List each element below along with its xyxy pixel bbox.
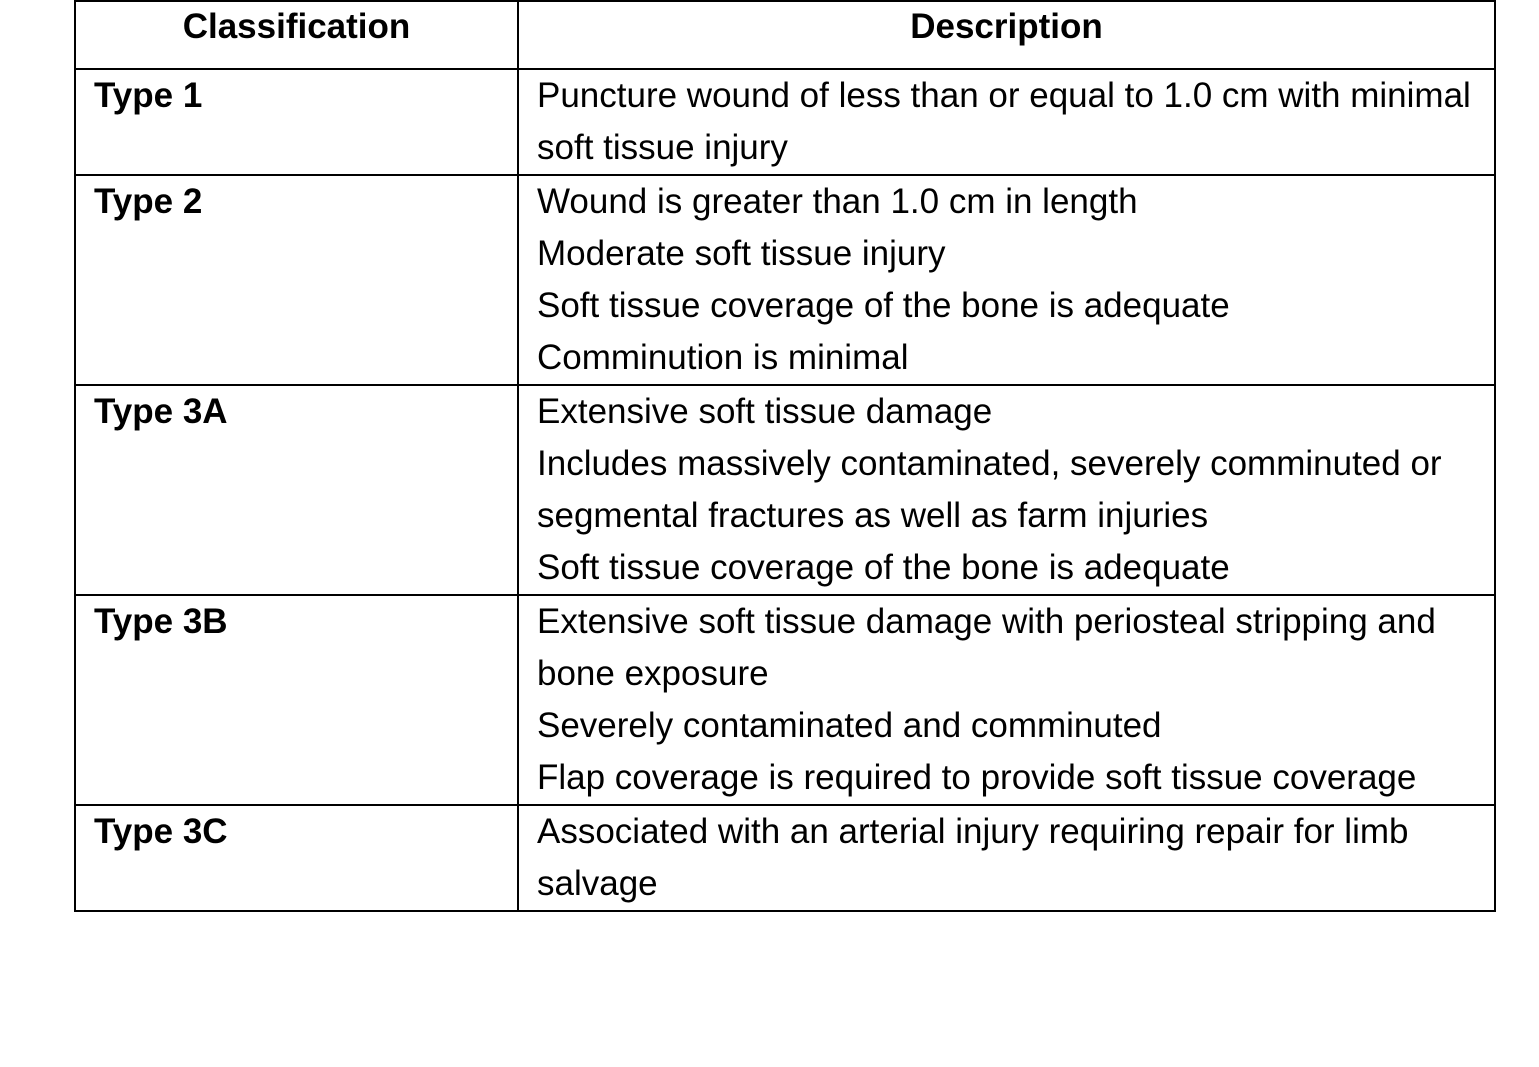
description-cell [518, 175, 1495, 385]
description-line: Flap coverage is required to provide soft tissue coverage [537, 758, 1417, 797]
header-description: Description [518, 1, 1495, 69]
type-cell: Type 2 [75, 175, 518, 385]
table-row-type-3c [75, 805, 1495, 911]
description-line: Moderate soft tissue injury [537, 234, 946, 273]
table-row-type-2 [75, 175, 1495, 385]
table-row-type-3a [75, 385, 1495, 595]
type-cell: Type 1 [75, 69, 518, 175]
description-line: Severely contaminated and comminuted [537, 706, 1162, 745]
header-classification: Classification [75, 1, 518, 69]
table-row-type-1 [75, 69, 1495, 175]
description-cell [518, 805, 1495, 911]
table-header-row [75, 1, 1495, 69]
description-line: Puncture wound of less than or equal to 1.0 cm with minimal soft tissue injury [537, 76, 1471, 167]
description-line: Soft tissue coverage of the bone is adequate [537, 286, 1230, 325]
description-line: Extensive soft tissue damage [537, 392, 993, 431]
classification-table [74, 0, 1496, 912]
type-cell: Type 3C [75, 805, 518, 911]
description-cell [518, 595, 1495, 805]
description-cell [518, 69, 1495, 175]
type-cell: Type 3B [75, 595, 518, 805]
type-cell: Type 3A [75, 385, 518, 595]
description-cell [518, 385, 1495, 595]
table-row-type-3b [75, 595, 1495, 805]
description-line: Extensive soft tissue damage with periosteal stripping and bone exposure [537, 602, 1436, 693]
description-line: Soft tissue coverage of the bone is adequate [537, 548, 1230, 587]
description-line: Wound is greater than 1.0 cm in length [537, 182, 1138, 221]
description-line: Comminution is minimal [537, 338, 909, 377]
description-line: Includes massively contaminated, severely comminuted or segmental fractures as well as farm injuries [537, 444, 1442, 535]
description-line: Associated with an arterial injury requiring repair for limb salvage [537, 812, 1409, 903]
